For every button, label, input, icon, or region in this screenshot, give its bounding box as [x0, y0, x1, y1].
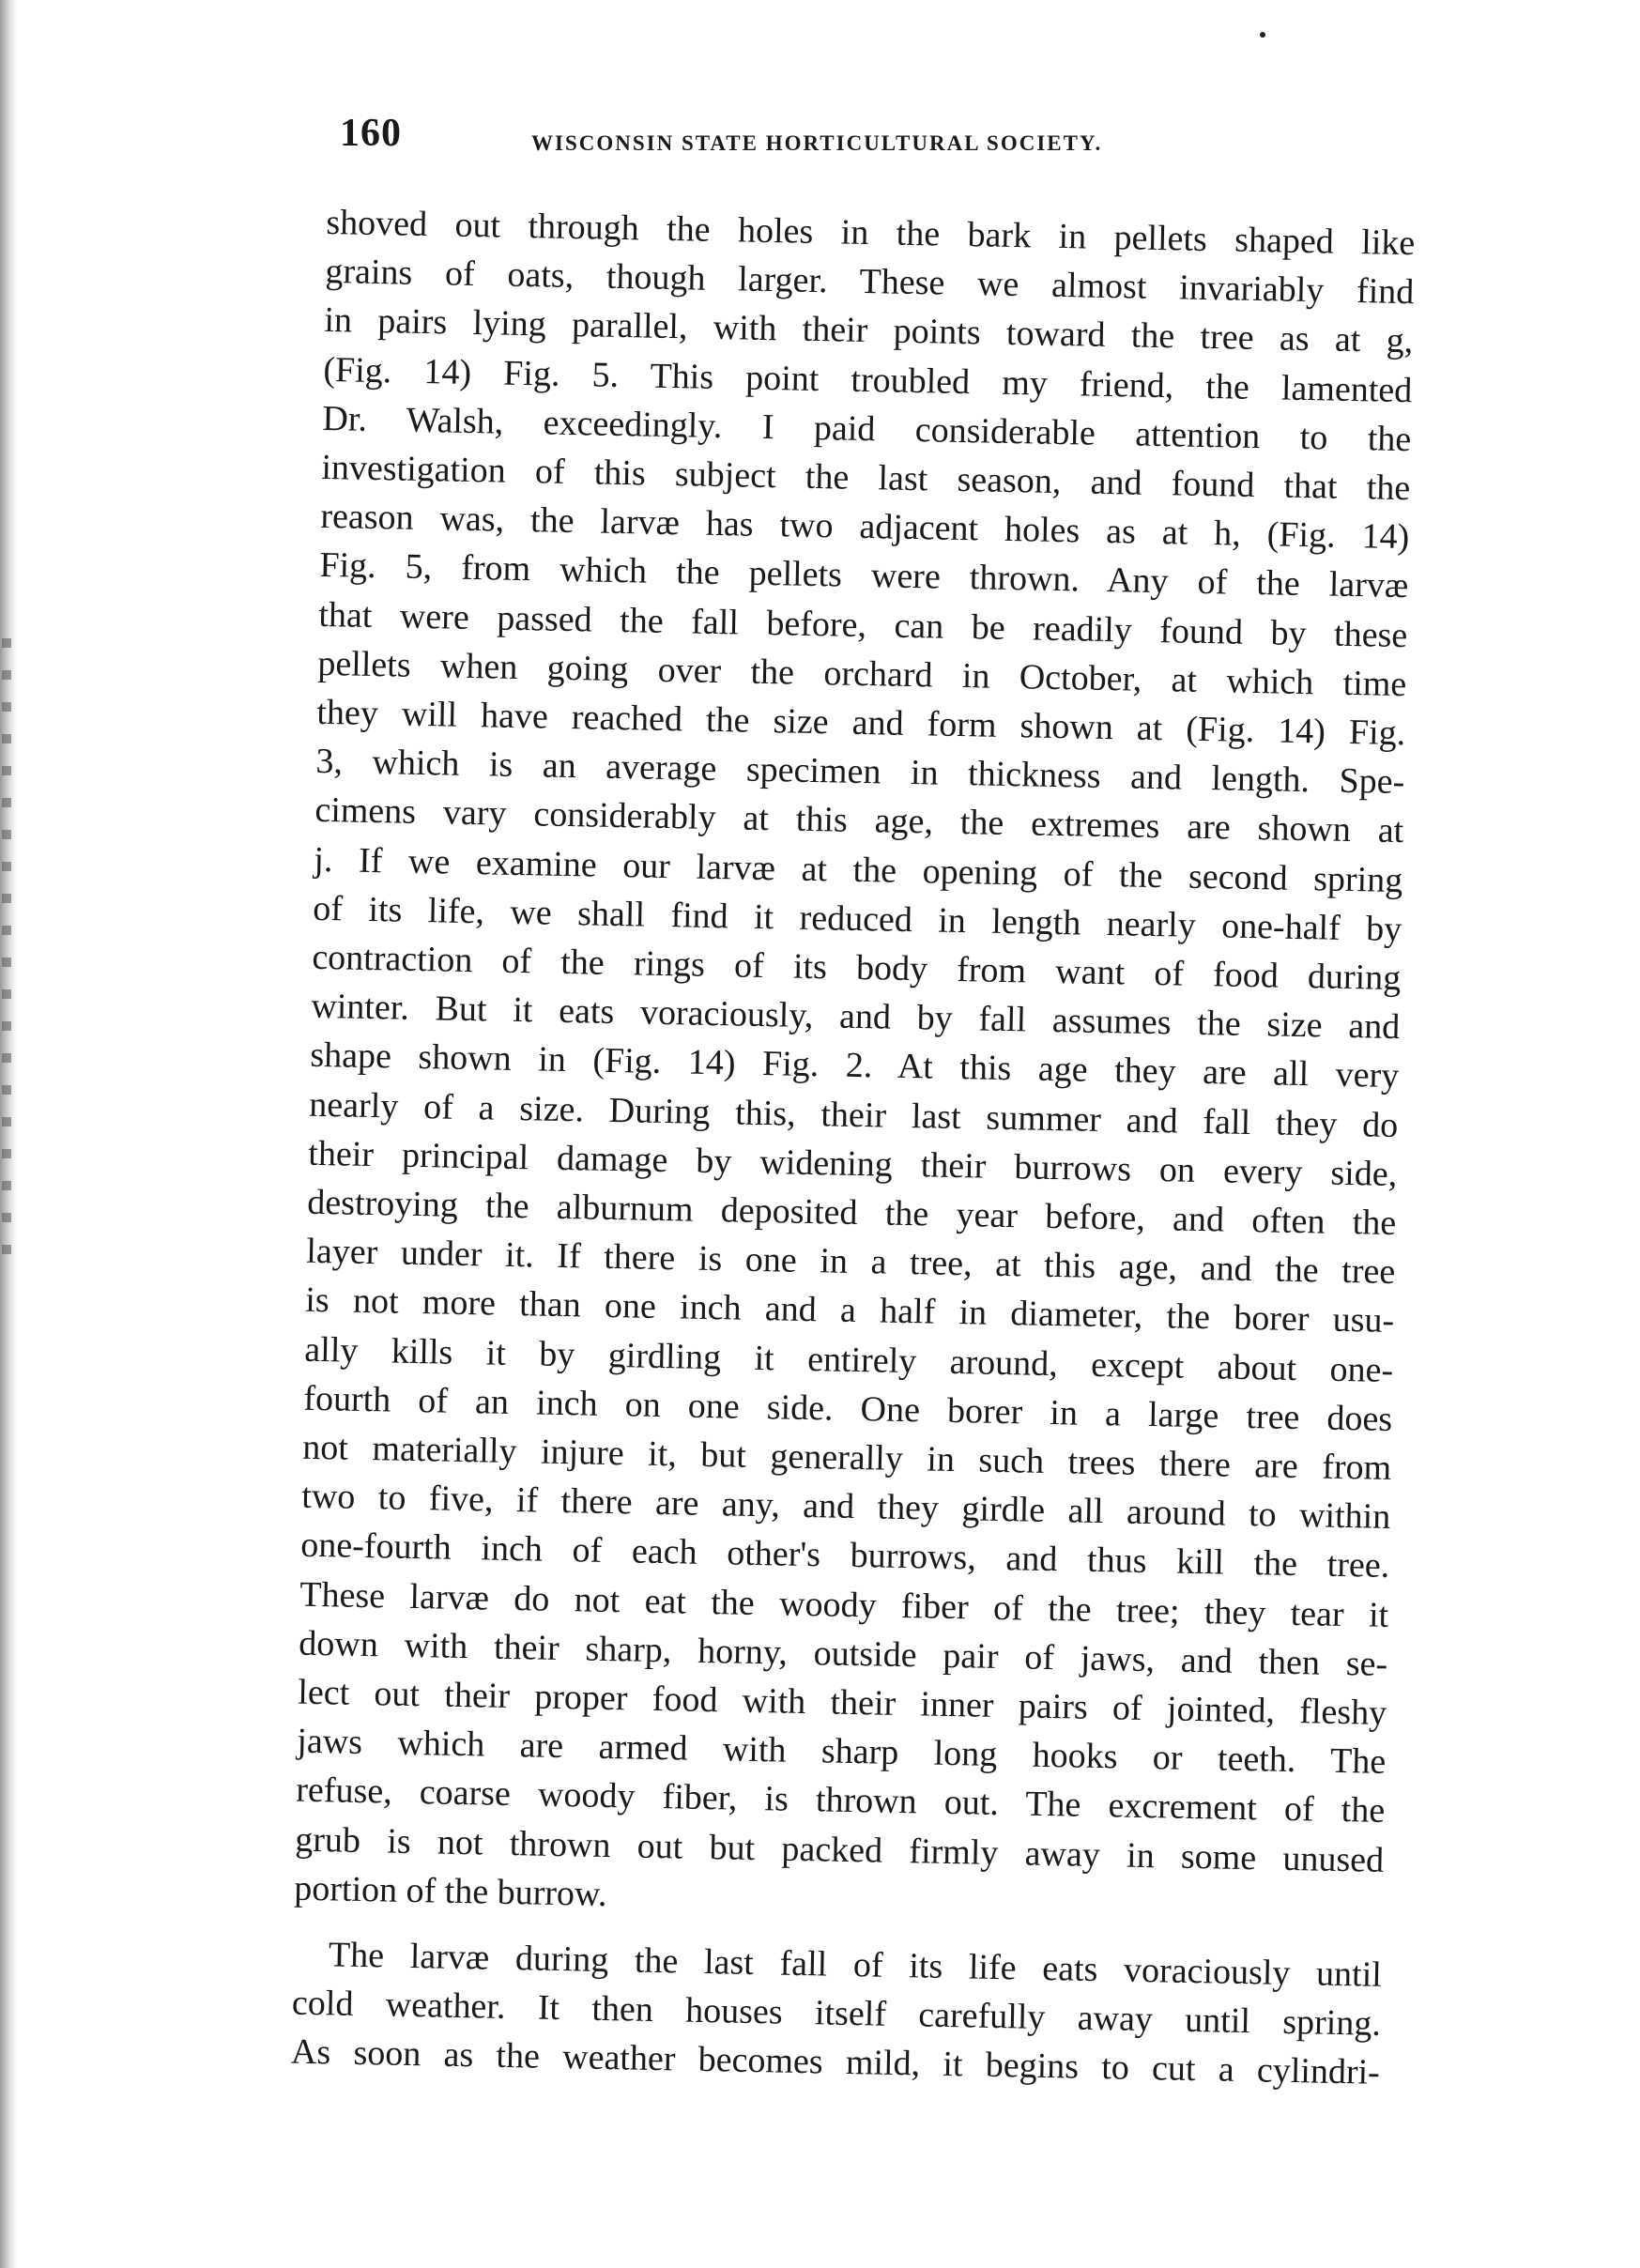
text-line: shape shown in (Fig. 14) Fig. 2. At this age they are all very [310, 1035, 1400, 1096]
text-line: Fig. 5, from which the pellets were thrown. Any of the larvæ [319, 545, 1409, 606]
text-line: j. If we examine our larvæ at the opening of the second spring [314, 839, 1403, 900]
text-line: 3, which is an average specimen in thickness and length. Spe- [315, 742, 1405, 803]
text-line: grains of oats, though larger. These we almost invariably find [325, 252, 1415, 313]
text-line: contraction of the rings of its body from want of food during [312, 937, 1402, 999]
text-line: of its life, we shall find it reduced in length nearly one-half by [313, 888, 1402, 949]
text-line: destroying the alburnum deposited the year before, and often the [307, 1182, 1397, 1244]
text-line: that were passed the fall before, can be readily found by these [318, 594, 1408, 655]
text-line: refuse, coarse woody fiber, is thrown out. The excrement of the [295, 1770, 1386, 1831]
text-line: fourth of an inch on one side. One borer in a large tree does [302, 1378, 1393, 1439]
running-head: WISCONSIN STATE HORTICULTURAL SOCIETY. [531, 131, 1103, 155]
text-line: (Fig. 14) Fig. 5. This point troubled my friend, the lamented [323, 349, 1413, 410]
text-line: investigation of this subject the last season, and found that the [321, 447, 1411, 509]
text-line: not materially injure it, but generally in such trees there are from [301, 1427, 1392, 1488]
text-line: pellets when going over the orchard in October, at which time [317, 643, 1407, 704]
page-number: 160 [340, 112, 402, 155]
text-line: they will have reached the size and form shown at (Fig. 14) Fig. [316, 692, 1406, 754]
binding-marks [2, 638, 11, 1277]
ink-speck [1260, 32, 1265, 38]
text-line: nearly of a size. During this, their last summer and fall they do [309, 1084, 1399, 1145]
text-line: portion of the burrow. [293, 1868, 607, 1914]
text-line: shoved out through the holes in the bark in pellets shaped like [326, 202, 1416, 264]
text-line: two to five, if there are any, and they girdle all around to within [300, 1476, 1391, 1538]
text-line: their principal damage by widening their burrows on every side, [308, 1133, 1398, 1194]
text-line: cold weather. It then houses itself carefully away until spring. [291, 1983, 1382, 2045]
text-line: is not more than one inch and a half in diameter, the borer usu- [305, 1280, 1395, 1341]
page-header [340, 111, 1279, 167]
text-line: These larvæ do not eat the woody fiber of the tree; they tear it [299, 1574, 1389, 1635]
text-line: winter. But it eats voraciously, and by fall assumes the size and [311, 986, 1401, 1048]
text-line: one-fourth inch of each other's burrows, and thus kill the tree. [299, 1525, 1390, 1586]
text-line: As soon as the weather becomes mild, it begins to cut a cylindri- [290, 2031, 1381, 2093]
text-line: grub is not thrown out but packed firmly away in some unused [294, 1819, 1385, 1880]
text-line: jaws which are armed with sharp long hooks or teeth. The [296, 1721, 1387, 1783]
text-line: ally kills it by girdling it entirely around, except about one- [303, 1329, 1394, 1390]
text-line: lect out their proper food with their inner pairs of jointed, fleshy [297, 1672, 1387, 1733]
text-line: down with their sharp, horny, outside pair of jaws, and then se- [298, 1623, 1388, 1684]
text-line: layer under it. If there is one in a tree, at this age, and the tree [306, 1231, 1396, 1293]
text-line: reason was, the larvæ has two adjacent holes as at h, (Fig. 14) [320, 497, 1410, 558]
text-line: Dr. Walsh, exceedingly. I paid considerable attention to the [322, 398, 1412, 459]
text-line: in pairs lying parallel, with their points toward the tree as at g, [324, 300, 1414, 361]
text-line: cimens vary considerably at this age, the extremes are shown at [314, 790, 1404, 851]
text-line: The larvæ during the last fall of its life eats voraciously until [328, 1935, 1383, 1995]
